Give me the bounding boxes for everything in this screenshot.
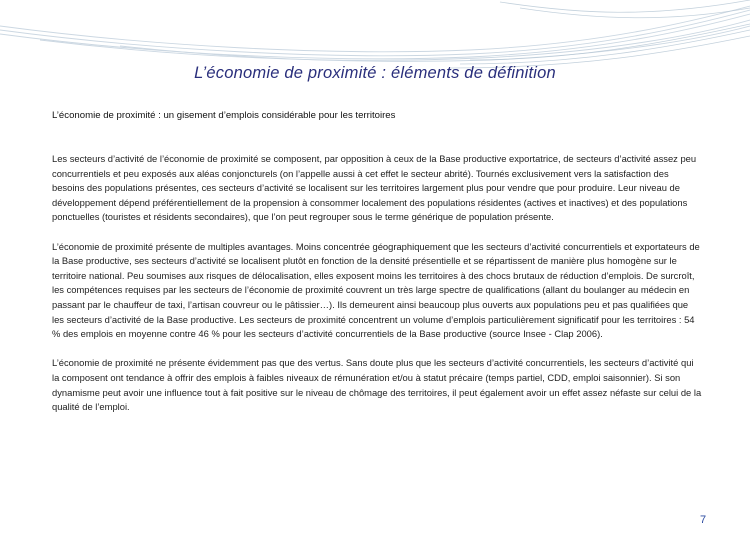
slide-title: L’économie de proximité : éléments de définition [194, 64, 556, 82]
decorative-swoosh [0, 0, 750, 120]
paragraph-3: L’économie de proximité ne présente évidemment pas que des vertus. Sans doute plus que les secteurs d’activité concurrentiels, les secteurs d’activité qui la composent ont tendance à offrir des emplois à faibles niveaux de rémunération et/ou à statut précaire (temps partiel, CDD, emploi saisonnier). Si son dynamisme peut avoir une influence tout à fait positive sur le niveau de chômage des territoires, il peut également avoir un effet assez néfaste sur celui de la qualité de l’emploi. [52, 357, 702, 413]
body-text [52, 152, 702, 429]
page-number: 7 [700, 514, 707, 526]
paragraph-2: L’économie de proximité présente de multiples avantages. Moins concentrée géographiquement que les secteurs d’activité concurrentiels et exportateurs de la Base productive, ses secteurs d’activité se localisent plutôt en fonction de la densité présentielle et se répartissent de manière plus homogène sur le territoire national. Peu soumises aux risques de délocalisation, elles exposent moins les territoires à des chocs brutaux de réduction d’emplois. De surcroît, les compétences requises par les secteurs de l’économie de proximité couvrent un très large spectre de qualifications (allant du boulanger au médecin en passant par le chauffeur de taxi, l’artisan couvreur ou le pâtissier…). Ils demeurent ainsi beaucoup plus ouverts aux populations peu et pas qualifiées que les secteurs d’activité de la Base productive. Les secteurs de proximité concentrent un volume d’emplois particulièrement significatif pour les territoires : 54 % des emplois en moyenne contre 46 % pour les secteurs d’activité concurrentiels de la Base productive (source Insee - Clap 2006). [52, 240, 700, 340]
slide-subtitle: L’économie de proximité : un gisement d’emplois considérable pour les territoires [52, 110, 396, 121]
paragraph-1: Les secteurs d’activité de l’économie de proximité se composent, par opposition à ceux de la Base productive exportatrice, de secteurs d’activité assez peu concurrentiels et peu exposés aux aléas conjoncturels (on l’appelle aussi à cet effet le secteur abrité). Tournés exclusivement vers la satisfaction des besoins des populations présentes, ces secteurs d’activité se localisent sur les territoires largement plus pour vendre que pour produire. Leur niveau de développement dépend préférentiellement de la propension à consommer localement des populations résidentes (actives et inactives) et des populations ponctuelles (touristes et résidents secondaires), que l’on peut regrouper sous le terme générique de population présente. [52, 153, 697, 223]
